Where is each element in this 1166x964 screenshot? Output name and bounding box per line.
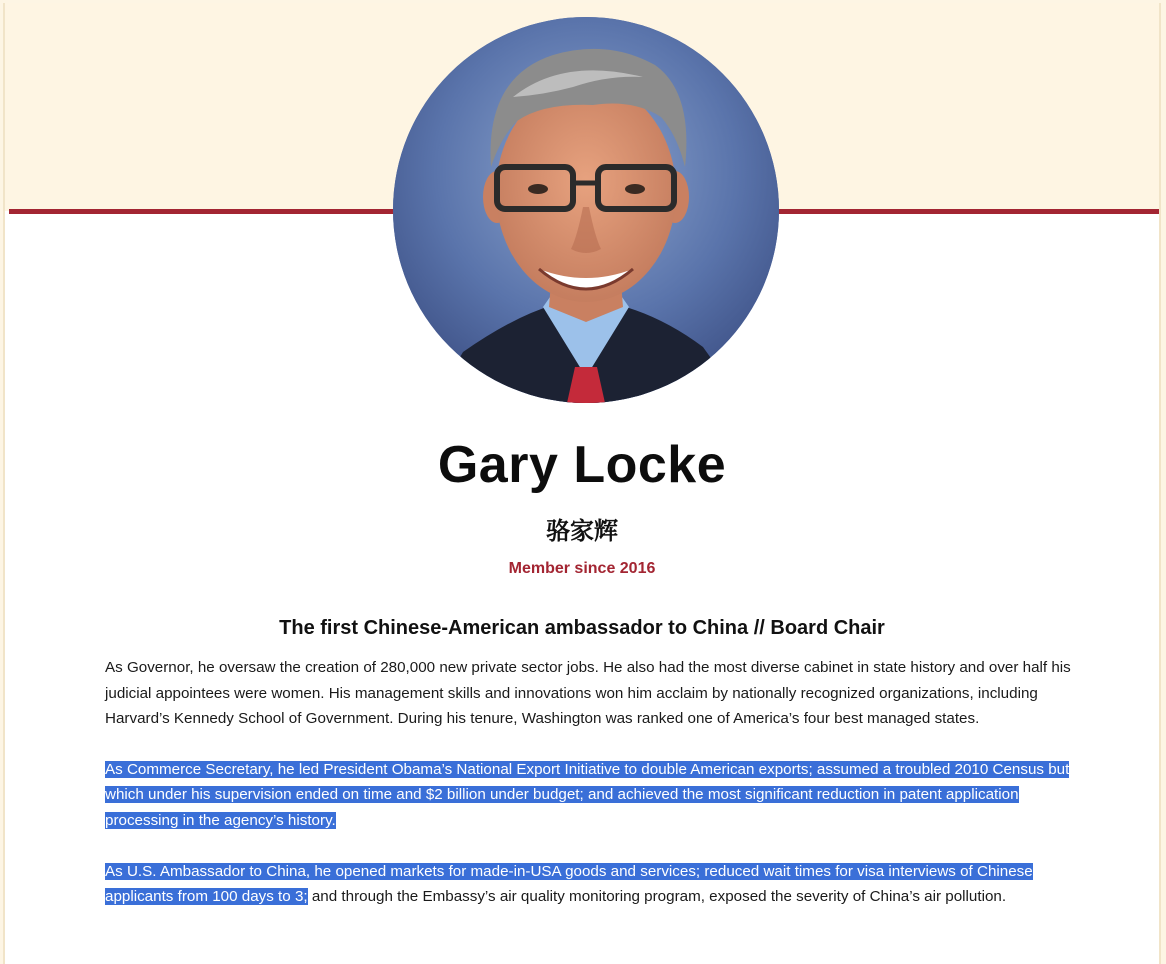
profile-subtitle: The first Chinese-American ambassador to China // Board Chair xyxy=(279,617,885,639)
bio-text-unselected: and through the Embassy’s air quality monitoring program, exposed the severity of China’s air pollution. xyxy=(307,888,1007,906)
bio-text xyxy=(105,655,1071,935)
bio-paragraph-governor: As Governor, he oversaw the creation of 280,000 new private sector jobs. He also had the most diverse cabinet in state history and over half his judicial appointees were women. His management skills and innovations won him acclaim by nationally recognized organizations, including Harvard’s Kennedy School of Government. During his tenure, Washington was ranked one of America’s four best managed states. xyxy=(105,659,1071,728)
profile-page xyxy=(3,3,1161,964)
bio-paragraph-commerce xyxy=(105,757,1071,834)
selected-text: As U.S. Ambassador to China, he opened markets for made-in-USA goods and services; reduced wait times for visa interviews of Chinese applicants from 100 days to 3; xyxy=(105,862,1033,906)
member-since-label: Member since 2016 xyxy=(508,560,656,577)
bio-paragraph-ambassador xyxy=(105,859,1071,910)
profile-chinese-name: 骆家辉 xyxy=(546,517,618,545)
profile-name: Gary Locke xyxy=(437,436,727,494)
profile-photo xyxy=(393,17,779,403)
selected-text: As Commerce Secretary, he led President Obama’s National Export Initiative to double American exports; assumed a troubled 2010 Census but which under his supervision ended on time and $2 billion under budget; and achieved the most significant reduction in patent application processing in the agency’s history. xyxy=(105,760,1070,829)
